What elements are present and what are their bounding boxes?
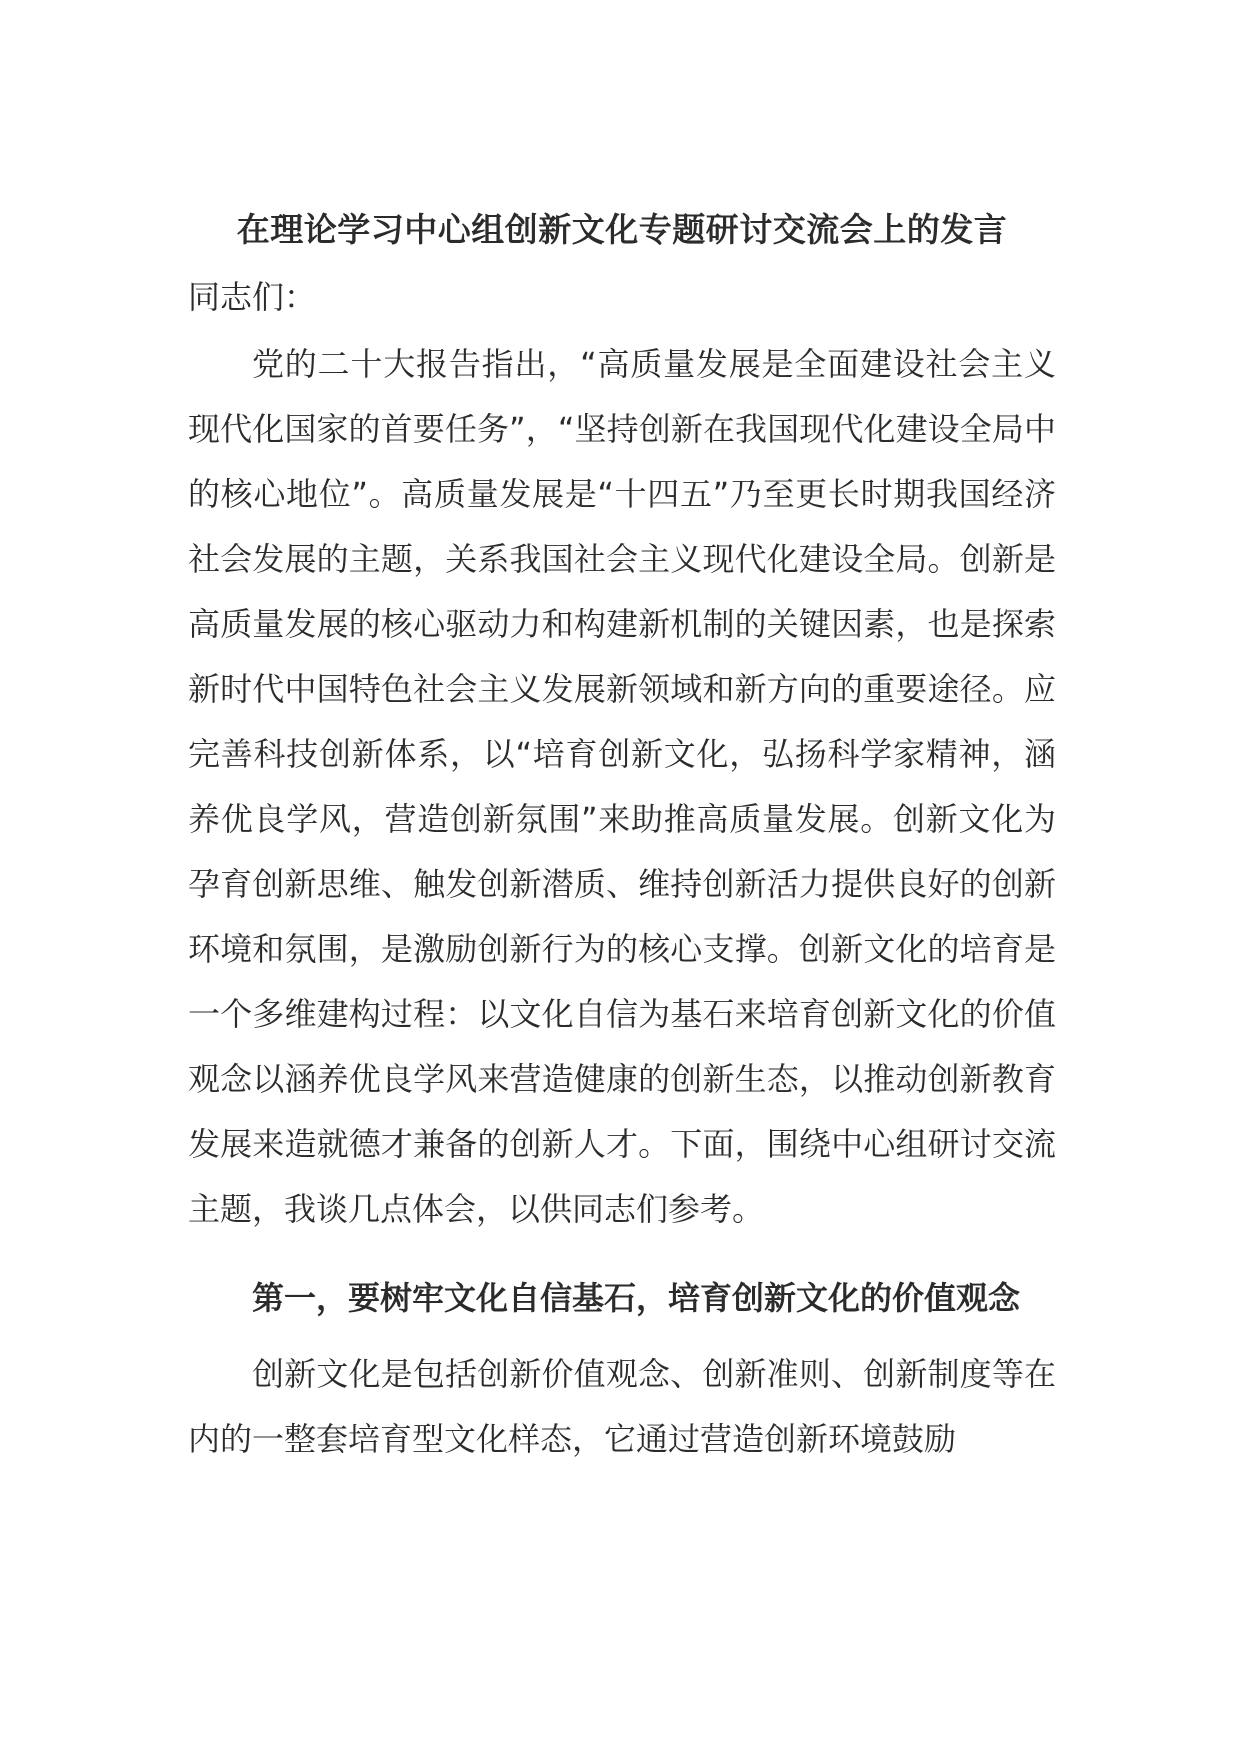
salutation: 同志们： (188, 278, 317, 316)
section-heading-1: 第一，要树牢文化自信基石，培育创新文化的价值观念 (252, 1279, 1021, 1317)
document-body (188, 200, 1056, 1472)
document-title: 在理论学习中心组创新文化专题研讨交流会上的发言 (236, 210, 1008, 249)
paragraph-section-1: 创新文化是包括创新价值观念、创新准则、创新制度等在内的一整套培育型文化样态，它通过营造创新环境鼓励 (188, 1355, 1056, 1458)
paragraph-intro: 党的二十大报告指出，“高质量发展是全面建设社会主义现代化国家的首要任务”，“坚持创新在我国现代化建设全局中的核心地位”。高质量发展是“十四五”乃至更长时期我国经济社会发展的主题，关系我国社会主义现代化建设全局。创新是高质量发展的核心驱动力和构建新机制的关键因素，也是探索新时代中国特色社会主义发展新领域和新方向的重要途径。应完善科技创新体系，以“培育创新文化，弘扬科学家精神，涵养优良学风，营造创新氛围”来助推高质量发展。创新文化为孕育创新思维、触发创新潜质、维持创新活力提供良好的创新环境和氛围，是激励创新行为的核心支撑。创新文化的培育是一个多维建构过程：以文化自信为基石来培育创新文化的价值观念以涵养优良学风来营造健康的创新生态，以推动创新教育发展来造就德才兼备的创新人才。下面，围绕中心组研讨交流主题，我谈几点体会，以供同志们参考。 (188, 345, 1056, 1228)
